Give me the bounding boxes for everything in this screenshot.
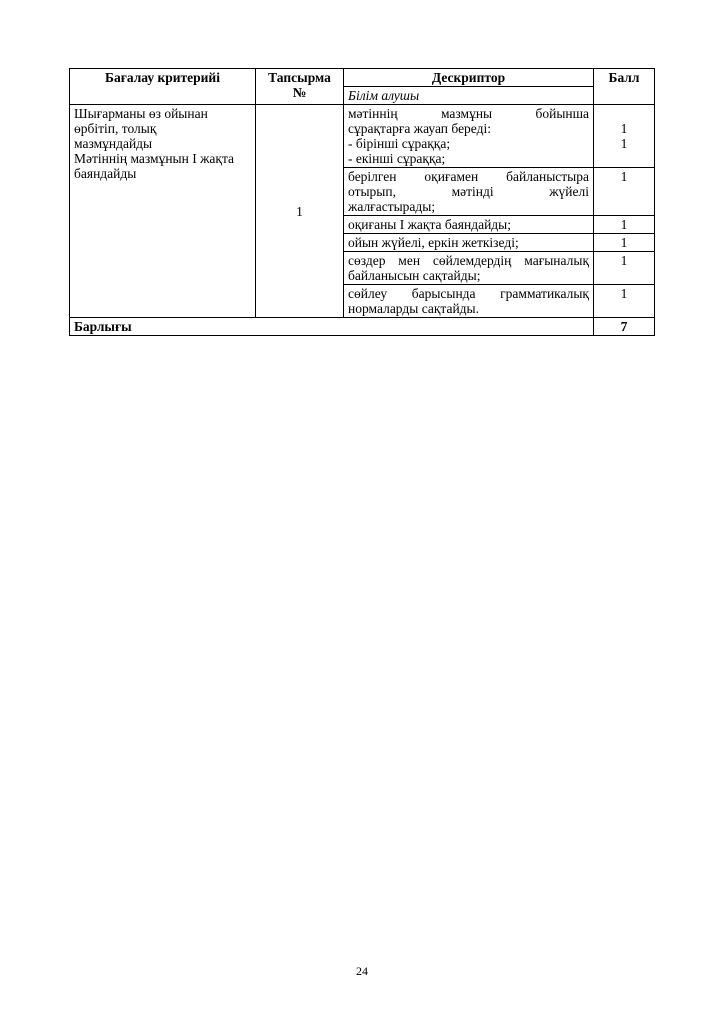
descriptor-cell: [344, 234, 594, 252]
descriptor-line: мәтіннің мазмұны бойынша: [348, 106, 589, 121]
descriptor-cell: [344, 285, 594, 318]
criterion-line: баяндайды: [74, 166, 137, 181]
descriptor-line: жалғастырады;: [348, 199, 436, 214]
assessment-rubric-table: [69, 68, 655, 336]
descriptor-line: байланысын сақтайды;: [348, 268, 481, 283]
header-criterion: Бағалау критерийі: [70, 69, 256, 105]
descriptor-line: ойын жүйелі, еркін жеткізеді;: [348, 235, 519, 250]
descriptor-cell: [344, 216, 594, 234]
total-row: [70, 318, 655, 336]
criterion-line: өрбітіп, толық: [74, 121, 157, 136]
criterion-cell: [70, 105, 256, 318]
table-row: [70, 105, 655, 168]
descriptor-cell: [344, 168, 594, 216]
descriptor-line: сұрақтарға жауап береді:: [348, 121, 491, 136]
score-value: 1: [620, 253, 628, 268]
header-score: Балл: [594, 69, 655, 105]
criterion-line: Мәтіннің мазмұнын I жақта: [74, 151, 235, 166]
descriptor-line: оқиғаны I жақта баяндайды;: [348, 217, 511, 232]
header-descriptor: Дескриптор: [344, 69, 594, 87]
score-cell: [594, 285, 655, 318]
descriptor-line: отырып, мәтінді жүйелі: [348, 184, 589, 199]
score-value: 1: [620, 121, 628, 136]
header-task: Тапсырма №: [256, 69, 344, 105]
descriptor-line: сөйлеу барысында грамматикалық: [348, 286, 589, 301]
score-value: 1: [620, 169, 628, 184]
score-value: 1: [620, 235, 628, 250]
score-value: 1: [620, 136, 628, 151]
descriptor-line: - бірінші сұраққа;: [348, 136, 451, 151]
page-number: 24: [356, 964, 368, 978]
descriptor-line: берілген оқиғамен байланыстыра: [348, 169, 589, 184]
descriptor-cell: [344, 252, 594, 285]
score-cell: [594, 168, 655, 216]
score-cell: [594, 216, 655, 234]
criterion-line: Шығарманы өз ойынан: [74, 106, 208, 121]
score-cell: [594, 234, 655, 252]
score-value: 1: [620, 286, 628, 301]
descriptor-cell: [344, 105, 594, 168]
score-cell: [594, 105, 655, 168]
descriptor-line: - екінші сұраққа;: [348, 151, 446, 166]
total-label: Барлығы: [70, 318, 594, 336]
criterion-line: мазмұндайды: [74, 136, 153, 151]
score-value: 1: [620, 217, 628, 232]
total-value: 7: [594, 318, 655, 336]
descriptor-line: нормаларды сақтайды.: [348, 301, 479, 316]
task-number-cell: 1: [256, 105, 344, 318]
header-descriptor-sub: Білім алушы: [344, 87, 594, 105]
descriptor-line: сөздер мен сөйлемдердің мағыналық: [348, 253, 589, 268]
header-row: [70, 69, 655, 87]
score-cell: [594, 252, 655, 285]
